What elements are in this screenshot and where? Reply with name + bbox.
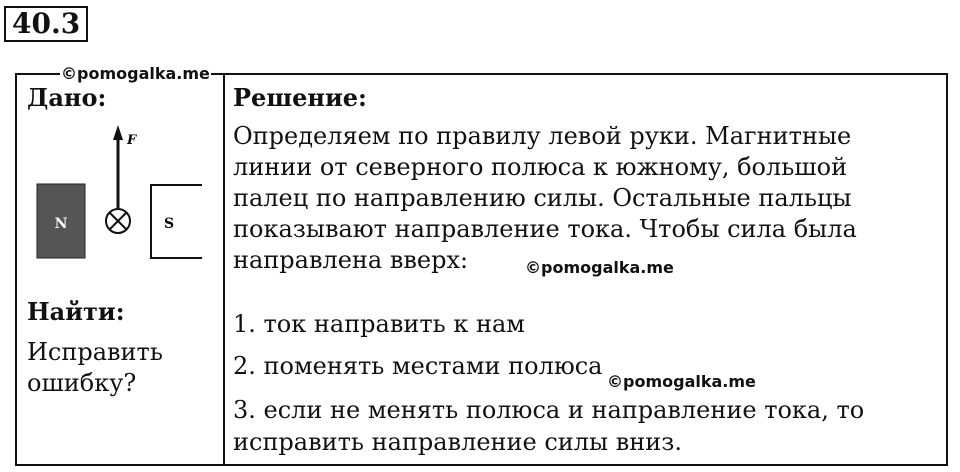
solution-line: показывают направление тока. Чтобы сила была: [233, 215, 857, 243]
solution-item-1: 1. ток направить к нам: [233, 310, 525, 338]
north-label: N: [54, 216, 68, 232]
watermark: ©pomogalka.me: [607, 372, 756, 391]
solution-line: Определяем по правилу левой руки. Магнитные: [233, 122, 852, 150]
south-label: S: [163, 216, 175, 232]
solution-paragraph: [233, 121, 857, 276]
find-text-1: Исправить: [27, 338, 163, 366]
watermark: ©pomogalka.me: [61, 64, 210, 83]
force-label: F: [127, 133, 137, 148]
watermark: ©pomogalka.me: [525, 258, 674, 277]
solution-line: направлена вверх:: [233, 246, 469, 274]
find-text-2: ошибку?: [27, 369, 137, 397]
solution-line: палец по направлению силы. Остальные пальцы: [233, 184, 852, 212]
problem-number: 40.3: [4, 6, 88, 42]
given-heading: Дано:: [27, 83, 107, 112]
column-divider: [223, 75, 225, 464]
solution-item-3-line-2: исправить направление силы вниз.: [233, 428, 682, 456]
solution-heading: Решение:: [233, 83, 367, 112]
solution-line: линии от северного полюса к южному, большой: [233, 153, 848, 181]
solution-table: [15, 73, 948, 466]
magnet-diagram: [27, 120, 207, 270]
find-heading: Найти:: [27, 297, 125, 326]
solution-item-2: 2. поменять местами полюса: [233, 352, 603, 380]
solution-item-3-line-1: 3. если не менять полюса и направление тока, то: [233, 396, 865, 424]
south-pole: [151, 185, 202, 258]
